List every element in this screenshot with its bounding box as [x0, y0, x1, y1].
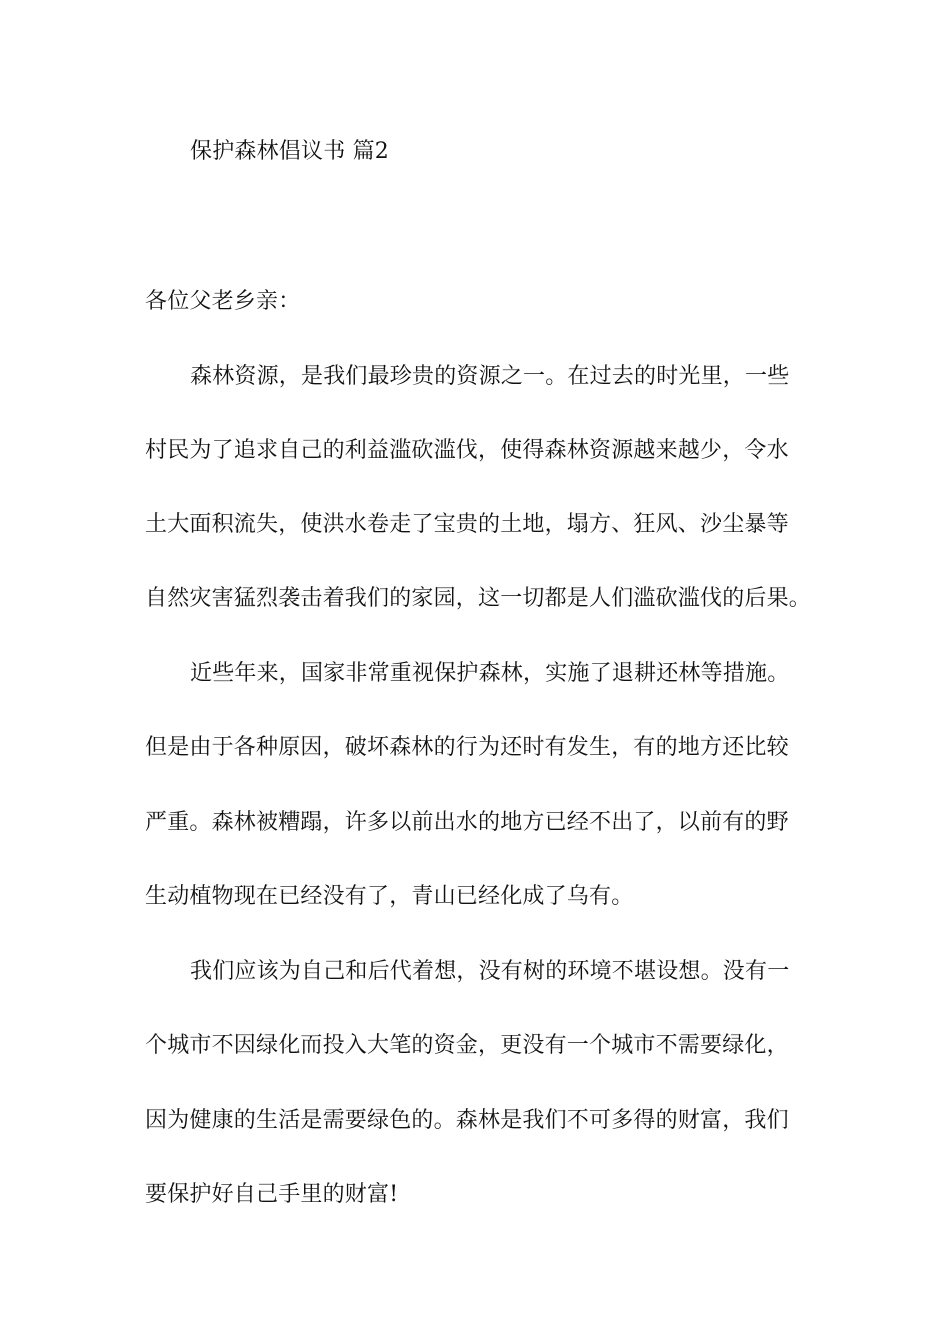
- document-title: 保护森林倡议书 篇2: [190, 139, 389, 164]
- paragraph-line: 土大面积流失，使洪水卷走了宝贵的土地，塌方、狂风、沙尘暴等: [145, 512, 789, 537]
- salutation: 各位父老乡亲：: [145, 289, 301, 314]
- paragraph-line: 个城市不因绿化而投入大笔的资金，更没有一个城市不需要绿化，: [145, 1033, 789, 1058]
- paragraph-line: 村民为了追求自己的利益滥砍滥伐，使得森林资源越来越少，令水: [145, 438, 789, 463]
- paragraph-line: 但是由于各种原因，破坏森林的行为还时有发生，有的地方还比较: [145, 735, 789, 760]
- paragraph-line: 生动植物现在已经没有了，青山已经化成了乌有。: [145, 884, 634, 909]
- paragraph-line: 要保护好自己手里的财富!: [145, 1182, 399, 1207]
- paragraph-line: 我们应该为自己和后代着想，没有树的环境不堪设想。没有一: [190, 959, 790, 984]
- paragraph-line: 森林资源，是我们最珍贵的资源之一。在过去的时光里，一些: [190, 364, 790, 389]
- paragraph-line: 近些年来，国家非常重视保护森林，实施了退耕还林等措施。: [190, 661, 790, 686]
- paragraph-line: 因为健康的生活是需要绿色的。森林是我们不可多得的财富，我们: [145, 1108, 789, 1133]
- paragraph-line: 自然灾害猛烈袭击着我们的家园，这一切都是人们滥砍滥伐的后果。: [145, 586, 812, 611]
- paragraph-line: 严重。森林被糟蹋，许多以前出水的地方已经不出了，以前有的野: [145, 810, 789, 835]
